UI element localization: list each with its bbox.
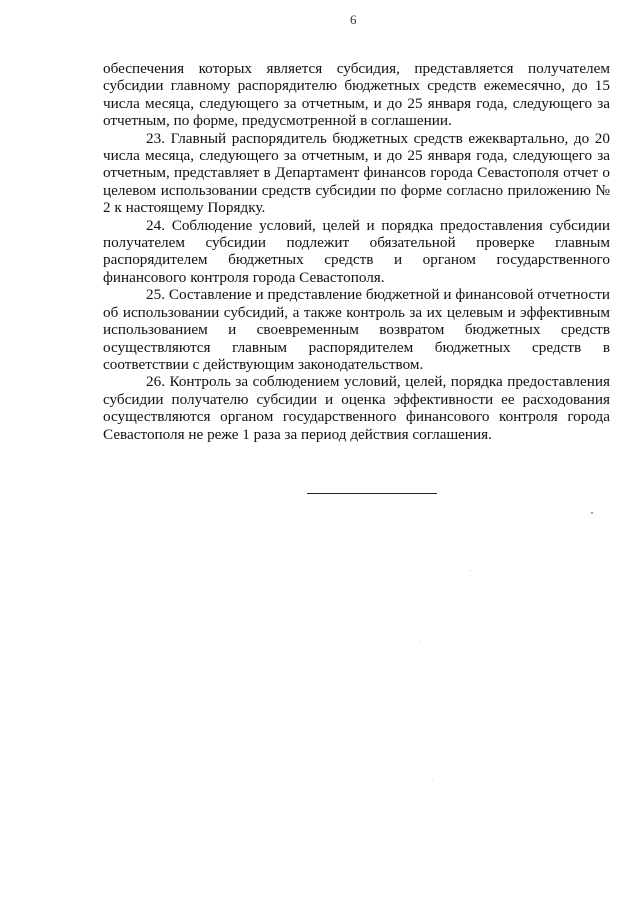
paragraph-25: 25. Составление и представление бюджетной и финансовой отчетности об использовании субсидий, а также контроль за их целевым и эффективным использованием и своевременным возвратом бюджетных средств осуществляются главным распорядителем бюджетных средств в соответствии с действующим законодательством. [103,286,610,373]
paragraph-26: 26. Контроль за соблюдением условий, целей, порядка предоставления субсидии получателю субсидии и оценка эффективности ее расходования осуществляются органом государственного финансового контроля города Севастополя не реже 1 раза за период действия соглашения. [103,373,610,443]
document-body [103,60,610,443]
page-number: 6 [350,12,357,27]
paragraph-23: 23. Главный распорядитель бюджетных средств ежеквартально, до 20 числа месяца, следующего за отчетным, и до 25 января года, следующего за отчетным, представляет в Департамент финансов города Севастополя отчет о целевом использовании средств субсидии по форме согласно приложению № 2 к настоящему Порядку. [103,129,610,217]
paragraph-24: 24. Соблюдение условий, целей и порядка предоставления субсидии получателем субсидии подлежит обязательной проверке главным распорядителем бюджетных средств и органом государственного финансового контроля города Севастополя. [103,216,610,286]
scan-speck [432,780,433,781]
scan-speck [470,570,471,571]
scan-speck [420,640,421,641]
scan-speck [591,512,593,514]
paragraph-continuation: обеспечения которых является субсидия, представляется получателем субсидии главному распорядителю бюджетных средств ежемесячно, до 15 числа месяца, следующего за отчетным, и до 25 января года, следующего за отчетным, по форме, предусмотренной в соглашении. [103,60,610,130]
end-separator-line [307,493,437,494]
